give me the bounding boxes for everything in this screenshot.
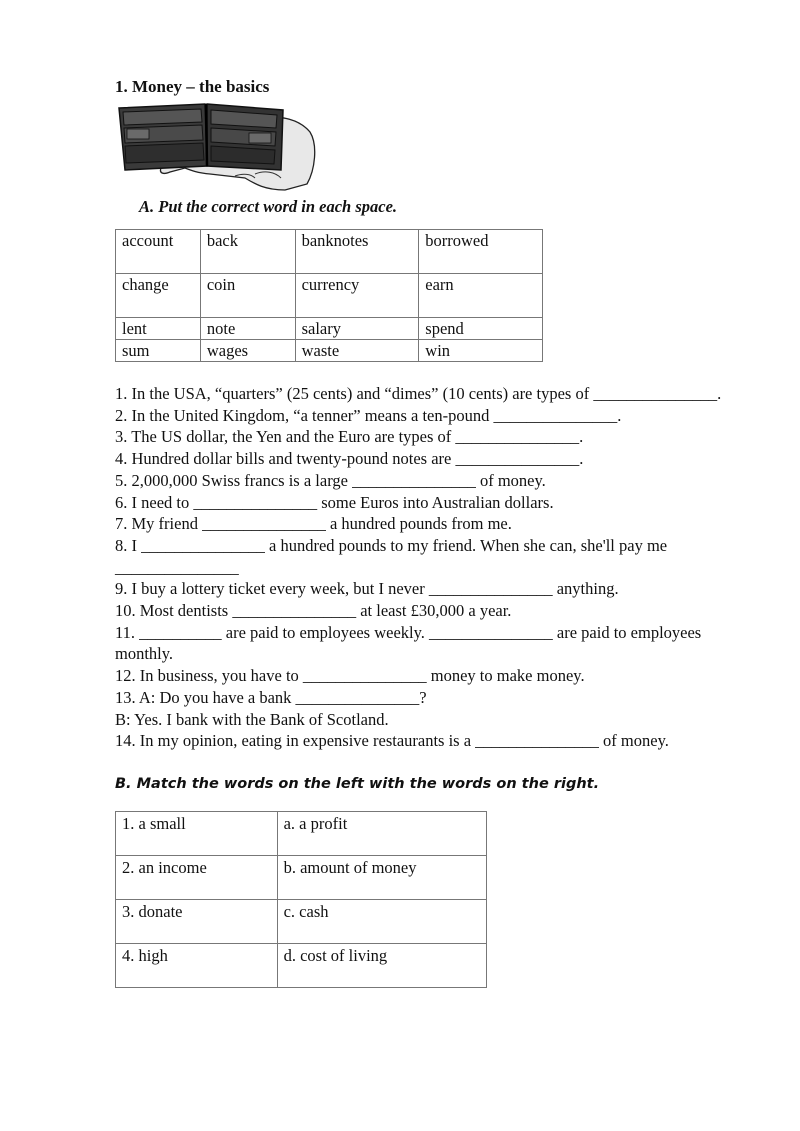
question-item: 2. In the United Kingdom, “a tenner” means a ten-pound _______________. bbox=[115, 405, 622, 425]
word-cell: borrowed bbox=[419, 230, 543, 274]
right-phrase-cell: c. cash bbox=[277, 899, 486, 943]
worksheet-page bbox=[115, 76, 725, 988]
word-cell: spend bbox=[419, 318, 543, 340]
word-cell: account bbox=[116, 230, 201, 274]
question-item: 9. I buy a lottery ticket every week, but I never _______________ anything. bbox=[115, 579, 619, 599]
table-row bbox=[116, 340, 543, 362]
word-cell: change bbox=[116, 274, 201, 318]
section-a-heading: A. Put the correct word in each space. bbox=[139, 197, 398, 216]
word-cell: currency bbox=[295, 274, 419, 318]
word-cell: salary bbox=[295, 318, 419, 340]
question-item: 7. My friend _______________ a hundred pounds from me. bbox=[115, 514, 512, 534]
question-item: 8. I _______________ a hundred pounds to my friend. When she can, she'll pay me _______________ bbox=[115, 535, 668, 577]
question-list bbox=[115, 383, 725, 752]
question-item: 10. Most dentists _______________ at least £30,000 a year. bbox=[115, 601, 512, 621]
word-cell: lent bbox=[116, 318, 201, 340]
word-cell: wages bbox=[200, 340, 295, 362]
word-cell: waste bbox=[295, 340, 419, 362]
left-phrase-cell: 4. high bbox=[116, 943, 278, 987]
word-cell: note bbox=[200, 318, 295, 340]
question-item: 14. In my opinion, eating in expensive restaurants is a _______________ of money. bbox=[115, 731, 669, 751]
word-bank-table bbox=[115, 229, 543, 362]
table-row bbox=[116, 899, 487, 943]
left-phrase-cell: 2. an income bbox=[116, 855, 278, 899]
word-cell: coin bbox=[200, 274, 295, 318]
page-title: 1. Money – the basics bbox=[115, 77, 270, 96]
question-item: B: Yes. I bank with the Bank of Scotland. bbox=[115, 709, 389, 729]
word-cell: sum bbox=[116, 340, 201, 362]
section-b-heading: B. Match the words on the left with the words on the right. bbox=[115, 775, 600, 792]
question-item: 3. The US dollar, the Yen and the Euro are types of _______________. bbox=[115, 427, 584, 447]
table-row bbox=[116, 943, 487, 987]
question-item: 5. 2,000,000 Swiss francs is a large _______________ of money. bbox=[115, 470, 546, 490]
right-phrase-cell: d. cost of living bbox=[277, 943, 486, 987]
question-item: 12. In business, you have to _______________ money to make money. bbox=[115, 666, 585, 686]
right-phrase-cell: a. a profit bbox=[277, 811, 486, 855]
question-item: 1. In the USA, “quarters” (25 cents) and “dimes” (10 cents) are types of _______________. bbox=[115, 384, 722, 403]
word-cell: banknotes bbox=[295, 230, 419, 274]
question-item: 11. __________ are paid to employees weekly. _______________ are paid to employees monthly. bbox=[115, 622, 702, 664]
wallet-in-hand-icon bbox=[115, 100, 320, 192]
left-phrase-cell: 1. a small bbox=[116, 811, 278, 855]
question-item: 6. I need to _______________ some Euros into Australian dollars. bbox=[115, 492, 554, 512]
word-cell: earn bbox=[419, 274, 543, 318]
left-phrase-cell: 3. donate bbox=[116, 899, 278, 943]
right-phrase-cell: b. amount of money bbox=[277, 855, 486, 899]
table-row bbox=[116, 318, 543, 340]
question-item: 13. A: Do you have a bank _______________? bbox=[115, 687, 427, 707]
table-row bbox=[116, 230, 543, 274]
word-cell: back bbox=[200, 230, 295, 274]
word-cell: win bbox=[419, 340, 543, 362]
matching-table bbox=[115, 811, 487, 988]
table-row bbox=[116, 274, 543, 318]
question-item: 4. Hundred dollar bills and twenty-pound notes are _______________. bbox=[115, 449, 584, 469]
table-row bbox=[116, 855, 487, 899]
table-row bbox=[116, 811, 487, 855]
